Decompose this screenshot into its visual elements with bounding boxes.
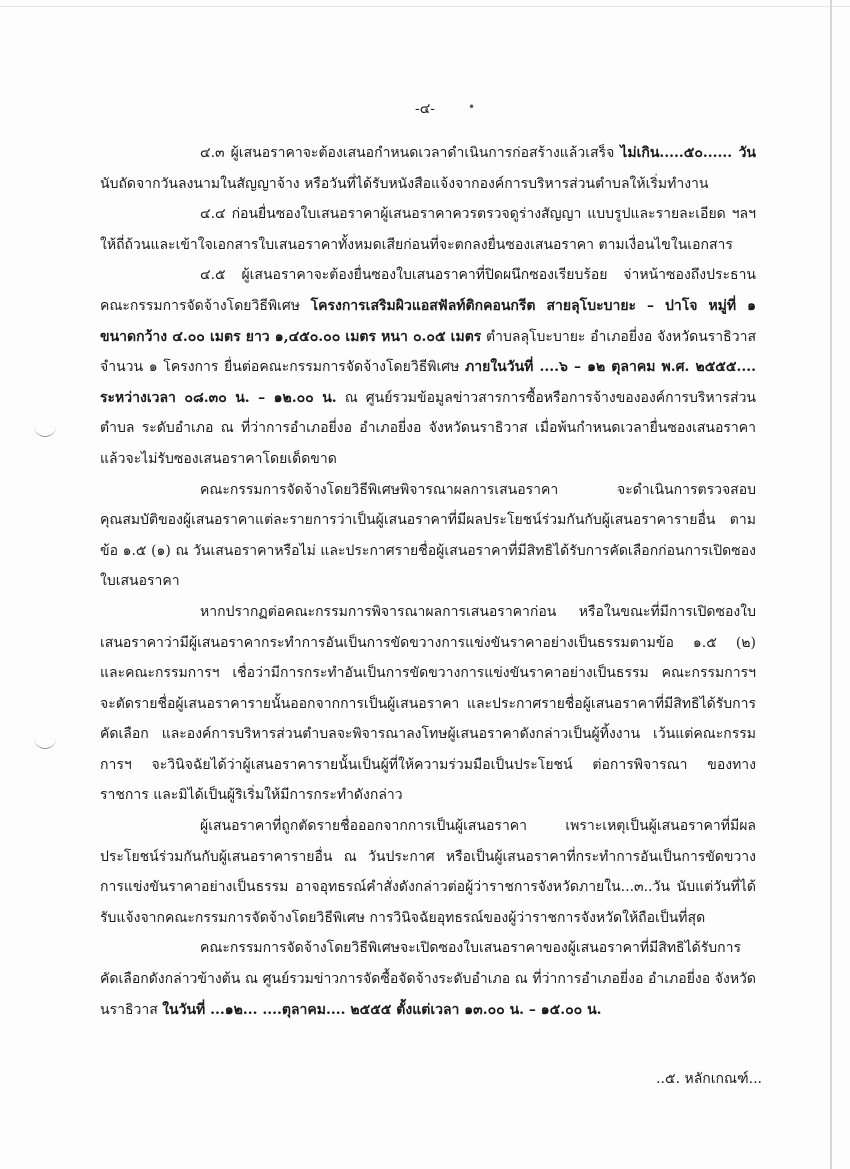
page-number: -๔- [414, 101, 436, 117]
clause-4-3: ๔.๓ ผู้เสนอราคาจะต้องเสนอกำหนดเวลาดำเนินการก่อสร้างแล้วเสร็จ ไม่เกิน.....๕๐...... วัน นับถัดจากวันลงนามในสัญญาจ้าง หรือวันที่ได้รับหนังสือแจ้งจากองค์การบริหารส่วนตำบลให้เริ่มทำงาน [100, 145, 756, 192]
project-title: โครงการเสริมผิวแอสฟัลท์ติกคอนกรีต สายลุโบะบายะ – ปาโจ หมู่ที่ ๑ ขนาดกว้าง ๔.๐๐ เมตร ยาว ๑,๔๕๐.๐๐ เมตร หนา ๐.๐๕ เมตร [100, 297, 756, 345]
scan-top-edge [0, 6, 850, 7]
committee-review-paragraph: คณะกรรมการจัดจ้างโดยวิธีพิเศษพิจารณาผลการเสนอราคา จะดำเนินการตรวจสอบคุณสมบัติของผู้เสนอราคาแต่ละรายการว่าเป็นผู้เสนอราคาที่มีผลประโยชน์ร่วมกันกับผู้เสนอราคารายอื่น ตามข้อ ๑.๕ (๑) ณ วันเสนอราคาหรือไม่ และประกาศรายชื่อผู้เสนอราคาที่มีสิทธิได้รับการคัดเลือกก่อนการเปิดซองใบเสนอราคา [100, 481, 756, 590]
appeal-paragraph: ผู้เสนอราคาที่ถูกตัดรายชื่อออกจากการเป็นผู้เสนอราคา เพราะเหตุเป็นผู้เสนอราคาที่มีผลประโยชน์ร่วมกันกับผู้เสนอราคารายอื่น ณ วันประกาศ หรือเป็นผู้เสนอราคาที่กระทำการอันเป็นการขัดขวางการแข่งขันราคาอย่างเป็นธรรม อาจอุทธรณ์คำสั่งดังกล่าวต่อผู้ว่าราชการจังหวัดภายใน...๓..วัน นับแต่วันที่ได้รับแจ้งจากคณะกรรมการจัดจ้างโดยวิธีพิเศษ การวินิจฉัยอุทธรณ์ของผู้ว่าราชการจังหวัดให้ถือเป็นที่สุด [100, 818, 756, 926]
next-page-catchword: ..๕. หลักเกณฑ์... [656, 1071, 762, 1087]
duration-limit: ไม่เกิน.....๕๐...... วัน [620, 145, 756, 161]
punch-hole-mark-lower [34, 736, 56, 749]
clause-4-5: ๔.๕ ผู้เสนอราคาจะต้องยื่นซองใบเสนอราคาที่ปิดผนึกซองเรียบร้อย จ่าหน้าซองถึงประธานคณะกรรมการจัดจ้างโดยวิธีพิเศษ โครงการเสริมผิวแอสฟัลท์ติกคอนกรีต สายลุโบะบายะ – ปาโจ หมู่ที่ ๑ ขนาดกว้าง ๔.๐๐ เมตร ยาว ๑,๔๕๐.๐๐ เมตร หนา ๐.๐๕ เมตร ตำบลลุโบะบายะ อำเภอยี่งอ จังหวัดนราธิวาส จำนวน ๑ โครงการ ยื่นต่อคณะกรรมการจัดจ้างโดยวิธีพิเศษ ภายในวันที่ ....๖ – ๑๒ ตุลาคม พ.ศ. ๒๕๕๕.... ระหว่างเวลา ๐๘.๓๐ น. – ๑๒.๐๐ น. ณ ศูนย์รวมข้อมูลข่าวสารการซื้อหรือการจ้างขององค์การบริหารส่วนตำบล ระดับอำเภอ ณ ที่ว่าการอำเภอยี่งอ อำเภอยี่งอ จังหวัดนราธิวาส เมื่อพ้นกำหนดเวลายื่นซองเสนอราคาแล้วจะไม่รับซองเสนอราคาโดยเด็ดขาด [100, 267, 756, 467]
document-body [100, 138, 756, 1025]
scan-dot: • [468, 100, 476, 114]
clause-4-4: ๔.๔ ก่อนยื่นซองใบเสนอราคาผู้เสนอราคาควรตรวจดูร่างสัญญา แบบรูปและรายละเอียด ฯลฯ ให้ถี่ถ้วนและเข้าใจเอกสารใบเสนอราคาทั้งหมดเสียก่อนที่จะตกลงยื่นซองเสนอราคา ตามเงื่อนไขในเอกสาร [100, 206, 756, 253]
committee-disqualification-paragraph: หากปรากฏต่อคณะกรรมการพิจารณาผลการเสนอราคาก่อน หรือในขณะที่มีการเปิดซองใบเสนอราคาว่ามีผู้เสนอราคากระทำการอันเป็นการขัดขวางการแข่งขันราคาอย่างเป็นธรรมตามข้อ ๑.๕ (๒) และคณะกรรมการฯ เชื่อว่ามีการกระทำอันเป็นการขัดขวางการแข่งขันราคาอย่างเป็นธรรม คณะกรรมการฯ จะตัดรายชื่อผู้เสนอราคารายนั้นออกจากการเป็นผู้เสนอราคา และประกาศรายชื่อผู้เสนอราคาที่มีสิทธิได้รับการคัดเลือก และองค์การบริหารส่วนตำบลจะพิจารณาลงโทษผู้เสนอราคาดังกล่าวเป็นผู้ทิ้งงาน เว้นแต่คณะกรรมการฯ จะวินิจฉัยได้ว่าผู้เสนอราคารายนั้นเป็นผู้ที่ให้ความร่วมมือเป็นประโยชน์ ต่อการพิจารณา ของทางราชการ และมิได้เป็นผู้ริเริ่มให้มีการกระทำดังกล่าว [100, 603, 756, 804]
opening-date-time: ในวันที่ ...๑๒... ....ตุลาคม.... ๒๕๕๕ ตั้งแต่เวลา ๑๓.๐๐ น. – ๑๕.๐๐ น. [162, 1001, 602, 1018]
bid-opening-paragraph: คณะกรรมการจัดจ้างโดยวิธีพิเศษจะเปิดซองใบเสนอราคาของผู้เสนอราคาที่มีสิทธิได้รับการคัดเลือกดังกล่าวข้างต้น ณ ศูนย์รวมข่าวการจัดซื้อจัดจ้างระดับอำเภอ ณ ที่ว่าการอำเภอยี่งอ อำเภอยี่งอ จังหวัดนราธิวาส ในวันที่ ...๑๒... ....ตุลาคม.... ๒๕๕๕ ตั้งแต่เวลา ๑๓.๐๐ น. – ๑๕.๐๐ น. [100, 940, 756, 1018]
scan-right-edge [830, 0, 832, 1169]
punch-hole-mark-upper [34, 424, 56, 437]
submission-period: ภายในวันที่ ....๖ – ๑๒ ตุลาคม พ.ศ. ๒๕๕๕.... ระหว่างเวลา ๐๘.๓๐ น. – ๑๒.๐๐ น. [100, 359, 756, 406]
